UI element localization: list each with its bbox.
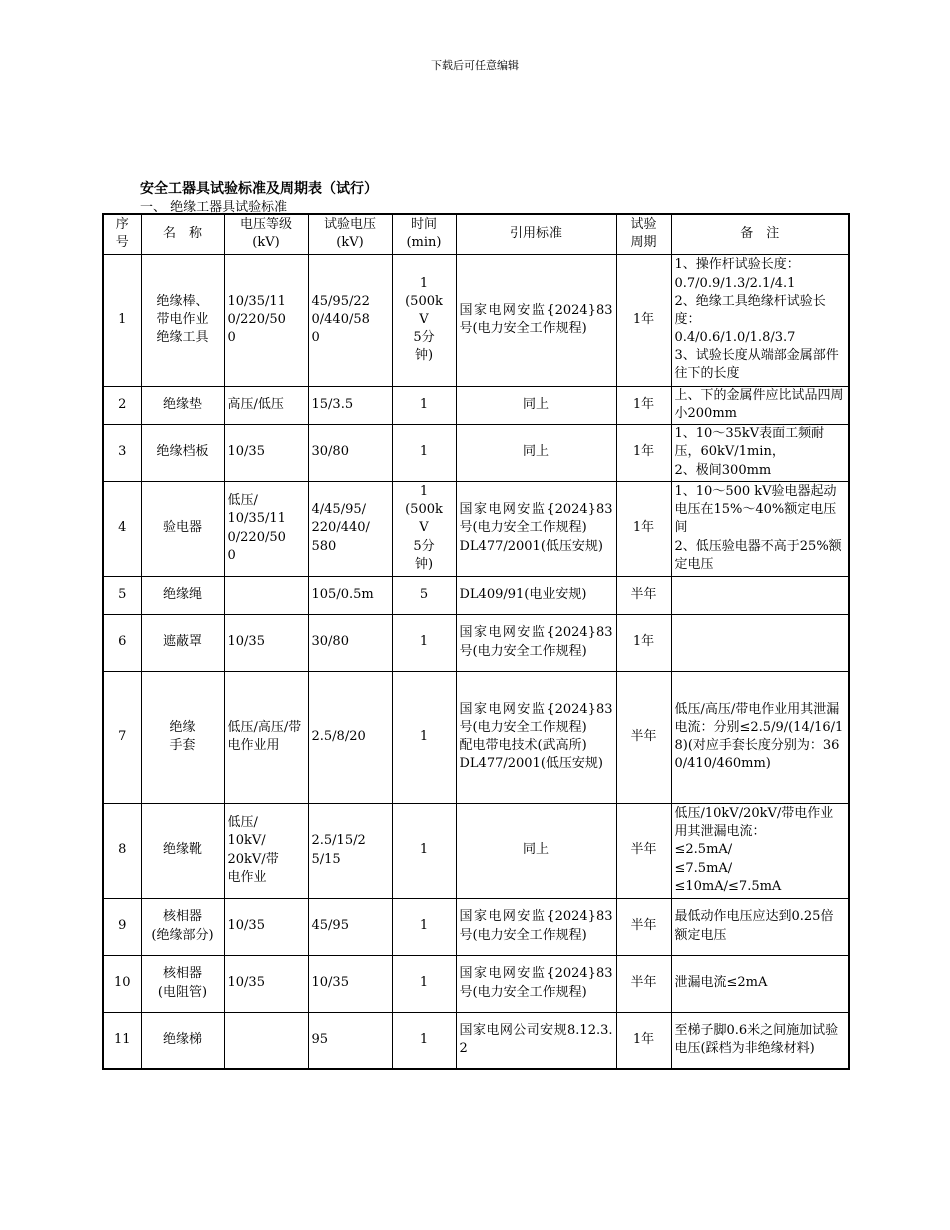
cell-voltage-class	[224, 576, 308, 614]
cell-remarks: 1、10～500 kV验电器起动电压在15%～40%额定电压间 2、低压验电器不高于25%额定电压	[671, 481, 849, 576]
cell-remarks: 最低动作电压应达到0.25倍额定电压	[671, 898, 849, 955]
cell-remarks	[671, 576, 849, 614]
header-test-voltage: 试验电压 (kV)	[308, 214, 392, 254]
cell-test-voltage: 45/95	[308, 898, 392, 955]
cell-standard: 同上	[456, 424, 616, 481]
cell-name: 核相器 (绝缘部分)	[141, 898, 224, 955]
cell-seq: 11	[103, 1012, 141, 1069]
cell-voltage-class: 10/35	[224, 614, 308, 671]
cell-test-voltage: 4/45/95/ 220/440/ 580	[308, 481, 392, 576]
cell-voltage-class	[224, 1012, 308, 1069]
cell-test-voltage: 15/3.5	[308, 386, 392, 424]
header-standard: 引用标准	[456, 214, 616, 254]
table-row	[103, 955, 849, 1012]
cell-period: 半年	[616, 803, 671, 898]
cell-name: 绝缘档板	[141, 424, 224, 481]
section-title: 一、 绝缘工器具试验标准	[140, 200, 288, 215]
cell-seq: 3	[103, 424, 141, 481]
cell-seq: 6	[103, 614, 141, 671]
cell-name: 绝缘 手套	[141, 671, 224, 803]
header-time: 时间 (min)	[392, 214, 456, 254]
cell-seq: 1	[103, 254, 141, 386]
cell-time: 1	[392, 614, 456, 671]
cell-name: 绝缘棒、 带电作业 绝缘工具	[141, 254, 224, 386]
cell-seq: 5	[103, 576, 141, 614]
cell-period: 半年	[616, 671, 671, 803]
cell-period: 1年	[616, 424, 671, 481]
cell-test-voltage: 30/80	[308, 424, 392, 481]
cell-voltage-class: 低压/ 10kV/ 20kV/带 电作业	[224, 803, 308, 898]
cell-period: 1年	[616, 386, 671, 424]
table-row	[103, 671, 849, 803]
cell-seq: 8	[103, 803, 141, 898]
cell-test-voltage: 10/35	[308, 955, 392, 1012]
header-name: 名 称	[141, 214, 224, 254]
cell-test-voltage: 30/80	[308, 614, 392, 671]
cell-name: 遮蔽罩	[141, 614, 224, 671]
cell-standard: 国家电网公司安规8.12.3.2	[456, 1012, 616, 1069]
header-note: 下载后可任意编辑	[431, 59, 519, 72]
cell-standard: DL409/91(电业安规)	[456, 576, 616, 614]
table-row	[103, 614, 849, 671]
header-period: 试验 周期	[616, 214, 671, 254]
cell-period: 半年	[616, 576, 671, 614]
cell-time: 1	[392, 386, 456, 424]
table-row	[103, 254, 849, 386]
header-remarks: 备 注	[671, 214, 849, 254]
cell-name: 验电器	[141, 481, 224, 576]
cell-seq: 4	[103, 481, 141, 576]
cell-voltage-class: 高压/低压	[224, 386, 308, 424]
cell-remarks: 低压/高压/带电作业用其泄漏电流：分别≤2.5/9/(14/16/18)(对应手套长度分别为：360/410/460mm)	[671, 671, 849, 803]
table-row	[103, 424, 849, 481]
cell-remarks	[671, 614, 849, 671]
cell-standard: 国家电网安监{2024}83号(电力安全工作规程)	[456, 254, 616, 386]
header-seq: 序 号	[103, 214, 141, 254]
cell-test-voltage: 95	[308, 1012, 392, 1069]
table-row	[103, 576, 849, 614]
cell-time: 5	[392, 576, 456, 614]
table-row	[103, 1012, 849, 1069]
cell-standard: 国家电网安监{2024}83号(电力安全工作规程)	[456, 898, 616, 955]
document-title: 安全工器具试验标准及周期表（试行）	[140, 181, 378, 197]
cell-time: 1	[392, 898, 456, 955]
cell-voltage-class: 低压/高压/带电作业用	[224, 671, 308, 803]
table-row	[103, 898, 849, 955]
cell-test-voltage: 105/0.5m	[308, 576, 392, 614]
cell-name: 绝缘梯	[141, 1012, 224, 1069]
test-standards-table	[102, 213, 850, 1070]
table-row	[103, 803, 849, 898]
cell-remarks: 1、10～35kV表面工频耐压，60kV/1min， 2、极间300mm	[671, 424, 849, 481]
cell-name: 核相器 (电阻管)	[141, 955, 224, 1012]
cell-voltage-class: 低压/ 10/35/11 0/220/50 0	[224, 481, 308, 576]
cell-time: 1	[392, 424, 456, 481]
cell-remarks: 低压/10kV/20kV/带电作业用其泄漏电流： ≤2.5mA/ ≤7.5mA/ ≤10mA/≤7.5mA	[671, 803, 849, 898]
cell-remarks: 泄漏电流≤2mA	[671, 955, 849, 1012]
cell-time: 1	[392, 671, 456, 803]
table-header-row	[103, 214, 849, 254]
cell-remarks: 1、操作杆试验长度： 0.7/0.9/1.3/2.1/4.1 2、绝缘工具绝缘杆试验长度： 0.4/0.6/1.0/1.8/3.7 3、试验长度从端部金属部件往下的长度	[671, 254, 849, 386]
cell-standard: 国家电网安监{2024}83号(电力安全工作规程) 配电带电技术(武高所) DL477/2001(低压安规)	[456, 671, 616, 803]
cell-test-voltage: 2.5/8/20	[308, 671, 392, 803]
table-row	[103, 386, 849, 424]
cell-period: 半年	[616, 898, 671, 955]
cell-voltage-class: 10/35	[224, 955, 308, 1012]
cell-period: 1年	[616, 254, 671, 386]
cell-time: 1 (500k V 5分 钟)	[392, 254, 456, 386]
cell-name: 绝缘垫	[141, 386, 224, 424]
cell-seq: 10	[103, 955, 141, 1012]
cell-seq: 2	[103, 386, 141, 424]
cell-standard: 国家电网安监{2024}83号(电力安全工作规程) DL477/2001(低压安规)	[456, 481, 616, 576]
cell-remarks: 上、下的金属件应比试品四周小200mm	[671, 386, 849, 424]
cell-standard: 同上	[456, 803, 616, 898]
cell-seq: 9	[103, 898, 141, 955]
cell-period: 半年	[616, 955, 671, 1012]
cell-time: 1 (500k V 5分 钟)	[392, 481, 456, 576]
cell-period: 1年	[616, 1012, 671, 1069]
cell-time: 1	[392, 1012, 456, 1069]
cell-period: 1年	[616, 481, 671, 576]
cell-time: 1	[392, 955, 456, 1012]
cell-standard: 国家电网安监{2024}83号(电力安全工作规程)	[456, 614, 616, 671]
cell-name: 绝缘靴	[141, 803, 224, 898]
header-voltage-class: 电压等级 (kV)	[224, 214, 308, 254]
cell-voltage-class: 10/35	[224, 898, 308, 955]
cell-remarks: 至梯子脚0.6米之间施加试验电压(踩档为非绝缘材料)	[671, 1012, 849, 1069]
cell-name: 绝缘绳	[141, 576, 224, 614]
cell-test-voltage: 45/95/22 0/440/58 0	[308, 254, 392, 386]
cell-time: 1	[392, 803, 456, 898]
cell-standard: 国家电网安监{2024}83号(电力安全工作规程)	[456, 955, 616, 1012]
table-row	[103, 481, 849, 576]
cell-voltage-class: 10/35/11 0/220/50 0	[224, 254, 308, 386]
cell-voltage-class: 10/35	[224, 424, 308, 481]
cell-period: 1年	[616, 614, 671, 671]
cell-seq: 7	[103, 671, 141, 803]
cell-test-voltage: 2.5/15/2 5/15	[308, 803, 392, 898]
cell-standard: 同上	[456, 386, 616, 424]
